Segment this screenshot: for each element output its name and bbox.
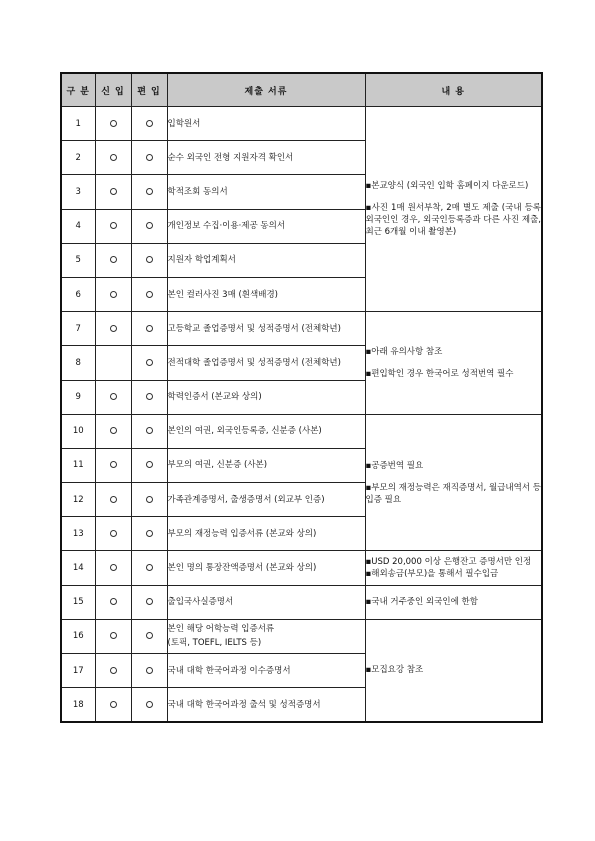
circle-mark-icon <box>146 632 153 639</box>
new-admission-cell <box>95 175 131 209</box>
document-name <box>167 619 365 653</box>
table-header-row <box>61 73 542 107</box>
transfer-admission-cell <box>131 414 167 448</box>
transfer-admission-cell <box>131 483 167 517</box>
row-number: 15 <box>61 585 95 619</box>
row-number: 1 <box>61 107 95 141</box>
document-name: 가족관계증명서, 출생증명서 (외교부 인증) <box>167 483 365 517</box>
circle-mark-icon <box>146 359 153 366</box>
circle-mark-icon <box>146 291 153 298</box>
new-admission-cell <box>95 551 131 585</box>
circle-mark-icon <box>110 667 117 674</box>
required-documents-table <box>60 72 543 723</box>
transfer-admission-cell <box>131 141 167 175</box>
transfer-admission-cell <box>131 448 167 482</box>
row-number: 3 <box>61 175 95 209</box>
row-number: 4 <box>61 209 95 243</box>
row-number: 12 <box>61 483 95 517</box>
circle-mark-icon <box>146 667 153 674</box>
new-admission-cell <box>95 448 131 482</box>
row-number: 11 <box>61 448 95 482</box>
document-name: 학적조회 동의서 <box>167 175 365 209</box>
circle-mark-icon <box>110 120 117 127</box>
row-number: 2 <box>61 141 95 175</box>
header-category: 구 분 <box>61 73 95 107</box>
details-cell <box>365 312 542 415</box>
circle-mark-icon <box>146 120 153 127</box>
transfer-admission-cell <box>131 585 167 619</box>
new-admission-cell <box>95 209 131 243</box>
details-note: ▪부모의 재정능력은 재직증명서, 월급내역서 등 입증 필요 <box>365 482 541 505</box>
transfer-admission-cell <box>131 654 167 688</box>
circle-mark-icon <box>146 427 153 434</box>
circle-mark-icon <box>146 154 153 161</box>
new-admission-cell <box>95 346 131 380</box>
header-documents: 제출 서류 <box>167 73 365 107</box>
document-name: 부모의 여권, 신분증 (사본) <box>167 448 365 482</box>
circle-mark-icon <box>110 496 117 503</box>
transfer-admission-cell <box>131 346 167 380</box>
circle-mark-icon <box>110 701 117 708</box>
transfer-admission-cell <box>131 517 167 551</box>
document-name: 순수 외국인 전형 지원자격 확인서 <box>167 141 365 175</box>
row-number: 5 <box>61 243 95 277</box>
circle-mark-icon <box>146 564 153 571</box>
document-name: 본인 컬러사진 3매 (흰색배경) <box>167 277 365 311</box>
transfer-admission-cell <box>131 380 167 414</box>
transfer-admission-cell <box>131 312 167 346</box>
circle-mark-icon <box>110 564 117 571</box>
circle-mark-icon <box>146 461 153 468</box>
document-name: 본인의 여권, 외국인등록증, 신분증 (사본) <box>167 414 365 448</box>
header-details: 내 용 <box>365 73 542 107</box>
document-name: 국내 대학 한국어과정 이수증명서 <box>167 654 365 688</box>
row-number: 10 <box>61 414 95 448</box>
document-name: 부모의 재정능력 입증서류 (본교와 상의) <box>167 517 365 551</box>
details-note: ▪공증번역 필요 <box>365 460 424 471</box>
transfer-admission-cell <box>131 107 167 141</box>
circle-mark-icon <box>110 325 117 332</box>
new-admission-cell <box>95 654 131 688</box>
row-number: 6 <box>61 277 95 311</box>
table-row <box>61 619 542 653</box>
circle-mark-icon <box>110 291 117 298</box>
circle-mark-icon <box>146 701 153 708</box>
document-name: 입학원서 <box>167 107 365 141</box>
document-name: 국내 대학 한국어과정 출석 및 성적증명서 <box>167 688 365 722</box>
circle-mark-icon <box>146 222 153 229</box>
new-admission-cell <box>95 619 131 653</box>
document-name: 지원자 학업계획서 <box>167 243 365 277</box>
document-name: 개인정보 수집·이용·제공 동의서 <box>167 209 365 243</box>
circle-mark-icon <box>110 222 117 229</box>
new-admission-cell <box>95 517 131 551</box>
table-row <box>61 585 542 619</box>
circle-mark-icon <box>146 325 153 332</box>
circle-mark-icon <box>146 598 153 605</box>
circle-mark-icon <box>110 632 117 639</box>
transfer-admission-cell <box>131 551 167 585</box>
details-note: ▪사진 1매 원서부착, 2매 별도 제출 (국내 등록 외국인인 경우, 외국인등록증과 다른 사진 제출, 최근 6개월 이내 촬영본) <box>365 203 541 238</box>
circle-mark-icon <box>110 154 117 161</box>
circle-mark-icon <box>146 256 153 263</box>
transfer-admission-cell <box>131 243 167 277</box>
row-number: 8 <box>61 346 95 380</box>
table-row <box>61 312 542 346</box>
row-number: 17 <box>61 654 95 688</box>
circle-mark-icon <box>110 530 117 537</box>
table-row <box>61 414 542 448</box>
new-admission-cell <box>95 688 131 722</box>
details-note: ▪해외송금(부모)을 통해서 필수입금 <box>365 569 499 580</box>
circle-mark-icon <box>146 393 153 400</box>
circle-mark-icon <box>110 256 117 263</box>
row-number: 13 <box>61 517 95 551</box>
document-name: 전적대학 졸업증명서 및 성적증명서 (전체학년) <box>167 346 365 380</box>
transfer-admission-cell <box>131 277 167 311</box>
details-cell <box>365 619 542 722</box>
header-new-admission: 신 입 <box>95 73 131 107</box>
new-admission-cell <box>95 107 131 141</box>
details-cell <box>365 107 542 312</box>
row-number: 14 <box>61 551 95 585</box>
details-note: ▪USD 20,000 이상 은행잔고 증명서만 인정 <box>365 557 532 568</box>
details-cell <box>365 585 542 619</box>
transfer-admission-cell <box>131 619 167 653</box>
header-transfer-admission: 편 입 <box>131 73 167 107</box>
table-row <box>61 107 542 141</box>
details-note: ▪아래 유의사항 참조 <box>365 346 443 357</box>
details-note: ▪편입학인 경우 한국어로 성적번역 필수 <box>365 368 514 379</box>
document-name: 학력인증서 (본교와 상의) <box>167 380 365 414</box>
circle-mark-icon <box>110 461 117 468</box>
new-admission-cell <box>95 141 131 175</box>
details-cell <box>365 551 542 585</box>
circle-mark-icon <box>110 188 117 195</box>
details-note: ▪국내 거주중인 외국인에 한함 <box>365 597 478 608</box>
details-note: ▪모집요강 참조 <box>365 665 424 676</box>
transfer-admission-cell <box>131 175 167 209</box>
new-admission-cell <box>95 380 131 414</box>
new-admission-cell <box>95 483 131 517</box>
new-admission-cell <box>95 585 131 619</box>
details-note: ▪본교양식 (외국인 입학 홈페이지 다운로드) <box>365 181 529 192</box>
circle-mark-icon <box>146 530 153 537</box>
new-admission-cell <box>95 414 131 448</box>
new-admission-cell <box>95 243 131 277</box>
document-name-line: 본인 해당 어학능력 입증서류 <box>167 624 275 635</box>
row-number: 9 <box>61 380 95 414</box>
circle-mark-icon <box>110 598 117 605</box>
row-number: 16 <box>61 619 95 653</box>
circle-mark-icon <box>110 427 117 434</box>
circle-mark-icon <box>146 496 153 503</box>
row-number: 7 <box>61 312 95 346</box>
transfer-admission-cell <box>131 209 167 243</box>
circle-mark-icon <box>146 188 153 195</box>
new-admission-cell <box>95 312 131 346</box>
new-admission-cell <box>95 277 131 311</box>
details-cell <box>365 414 542 551</box>
row-number: 18 <box>61 688 95 722</box>
document-name: 본인 명의 통장잔액증명서 (본교와 상의) <box>167 551 365 585</box>
circle-mark-icon <box>110 393 117 400</box>
transfer-admission-cell <box>131 688 167 722</box>
document-name-line: (토픽, TOEFL, IELTS 등) <box>167 638 262 649</box>
document-name: 출입국사실증명서 <box>167 585 365 619</box>
table-row <box>61 551 542 585</box>
document-name: 고등학교 졸업증명서 및 성적증명서 (전체학년) <box>167 312 365 346</box>
